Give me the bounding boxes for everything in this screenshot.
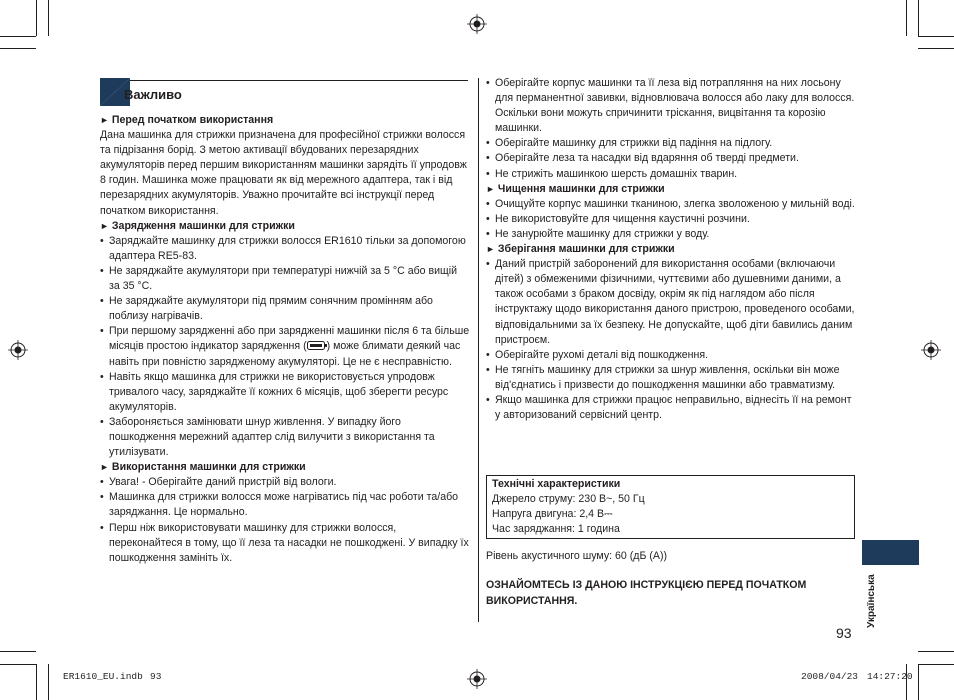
crop-mark xyxy=(918,36,954,37)
footer-date: 2008/04/23 xyxy=(801,671,859,682)
noise-level: Рівень акустичного шуму: 60 (дБ (A)) xyxy=(486,550,667,562)
crop-mark xyxy=(918,651,954,652)
section-title: ► Використання машинки для стрижки xyxy=(100,461,306,474)
list-item: • Навіть якщо машинка для стрижки не використовується упродовж тривалого часу, заряджайте її кожних 6 місяців, щоб зберегти ресурс акумуляторів. xyxy=(100,370,470,415)
crop-mark xyxy=(36,0,37,36)
list-item: • Не занурюйте машинку для стрижки у воду. xyxy=(486,227,856,242)
list-item: • Увага! - Оберігайте даний пристрій від вологи. xyxy=(100,475,470,490)
list-item: • Оберігайте машинку для стрижки від падіння на підлогу. xyxy=(486,136,856,151)
section-title: ► Зарядження машинки для стрижки xyxy=(100,219,295,232)
page-number: 93 xyxy=(836,625,852,641)
crop-mark xyxy=(48,664,49,700)
important-heading: Важливо xyxy=(124,87,182,102)
list-item: • При першому зарядженні або при зарядженні машинки після 6 та більше місяців простою індикатор зарядження ( ) може блимати деякий час навіть при повністю зарядженому акумуляторі. Це не є несправністю. xyxy=(100,324,470,369)
crop-mark xyxy=(906,664,907,700)
section-title: ► Чищення машинки для стрижки xyxy=(486,182,665,195)
crop-mark xyxy=(0,651,36,652)
specifications-box xyxy=(486,475,855,539)
language-tab xyxy=(862,540,919,565)
list-item: • Не заряджайте акумулятори під прямим сонячним промінням або поблизу нагрівачів. xyxy=(100,294,470,324)
list-item: • Машинка для стрижки волосся може нагріватись під час роботи та/або заряджання. Це нормально. xyxy=(100,490,470,520)
important-rule xyxy=(130,80,468,81)
list-item: • Очищуйте корпус машинки тканиною, злегка зволоженою у мильній воді. xyxy=(486,197,856,212)
battery-indicator-icon xyxy=(307,341,327,350)
registration-mark-icon xyxy=(467,14,487,34)
list-item: • Даний пристрій заборонений для використання особами (включаючи дітей) з обмеженими фізичними, чуттєвими або душевними даними, а також особами з браком досвіду, окрім як під наглядом або після інструктажу щодо використання даного пристрою, проведеного особами, відповідальними за їх безпеку. Не допускайте, щоб діти бавились даним пристроєм. xyxy=(486,257,856,348)
crop-mark xyxy=(918,664,954,665)
list-item: • Забороняється замінювати шнур живлення. У випадку його пошкодження мережний адаптер слід вилучити з використання та утилізувати. xyxy=(100,415,470,460)
crop-mark xyxy=(48,0,49,36)
registration-mark-icon xyxy=(921,340,941,360)
crop-mark xyxy=(918,0,919,36)
list-item: • Не стрижіть машинкою шерсть домашніх тварин. xyxy=(486,167,856,182)
list-item: • Оберігайте рухомі деталі від пошкодження. xyxy=(486,348,856,363)
list-item-continuation: Оскільки вони можуть спричинити тріскання, вицвітання та корозію машинки. xyxy=(495,107,826,135)
read-instructions-notice: ОЗНАЙОМТЕСЬ ІЗ ДАНОЮ ІНСТРУКЦІЄЮ ПЕРЕД ПОЧАТКОМ ВИКОРИСТАННЯ. xyxy=(486,579,807,607)
spec-line: Напруга двигуна: 2,4 В⎓ xyxy=(492,508,613,521)
crop-mark xyxy=(36,664,37,700)
specifications-title: Технічні характеристики xyxy=(492,478,621,490)
registration-mark-icon xyxy=(8,340,28,360)
footer-file: ER1610_EU.indb xyxy=(63,671,143,682)
footer-page: 93 xyxy=(150,671,162,682)
list-item: • Оберігайте леза та насадки від вдаряння об тверді предмети. xyxy=(486,151,856,166)
paragraph: Дана машинка для стрижки призначена для професійної стрижки волосся та підрізання борід. З метою активації вбудованих перезарядних акумуляторів перед першим використанням машинки зарядіть її упродовж 8 годин. Машинка може працювати як від мережного адаптера, так і від перезарядних акумуляторів. Уважно прочитайте всі інструкції перед початком використання. xyxy=(100,129,467,217)
spec-line: Джерело струму: 230 В~, 50 Гц xyxy=(492,493,645,506)
arrow-right-icon: ► xyxy=(486,244,495,255)
list-item: • Якщо машинка для стрижки працює неправильно, віднесіть її на ремонт у авторизований сервісний центр. xyxy=(486,393,856,423)
section-title: ► Перед початком використання xyxy=(100,114,274,126)
crop-mark xyxy=(918,664,919,700)
list-item: • Заряджайте машинку для стрижки волосся ER1610 тільки за допомогою адаптера RE5-83. xyxy=(100,234,470,264)
arrow-right-icon: ► xyxy=(100,220,109,231)
arrow-right-icon: ► xyxy=(486,183,495,194)
list-item: • Перш ніж використовувати машинку для стрижки волосся, переконайтеся в тому, що її леза та насадки не пошкоджені. У випадку їх пошкодження замініть їх. xyxy=(100,521,470,566)
registration-mark-icon xyxy=(467,669,487,689)
section-title: ► Зберігання машинки для стрижки xyxy=(486,243,675,256)
spec-line: Час заряджання: 1 година xyxy=(492,523,620,536)
arrow-right-icon: ► xyxy=(100,462,109,473)
crop-mark xyxy=(906,0,907,36)
left-column xyxy=(100,113,470,566)
column-divider xyxy=(478,78,479,622)
right-column xyxy=(486,76,856,423)
arrow-right-icon: ► xyxy=(100,115,109,125)
crop-mark xyxy=(918,48,954,49)
list-item: • Не тягніть машинку для стрижки за шнур живлення, оскільки він може від'єднатись і призвести до пошкодження машинки або травматизму. xyxy=(486,363,856,393)
list-item: • Не використовуйте для чищення каустичні розчини. xyxy=(486,212,856,227)
footer-time: 14:27:20 xyxy=(867,671,913,682)
crop-mark xyxy=(0,48,36,49)
language-label: Українська xyxy=(866,574,877,628)
crop-mark xyxy=(0,664,36,665)
list-item: • Не заряджайте акумулятори при температурі нижчій за 5 °C або вищій за 35 °C. xyxy=(100,264,470,294)
list-item: • Оберігайте корпус машинки та її леза від потрапляння на них лосьону для перманентної завивки, відновлювача волосся або лаку для волосся. xyxy=(486,76,856,106)
crop-mark xyxy=(0,36,36,37)
